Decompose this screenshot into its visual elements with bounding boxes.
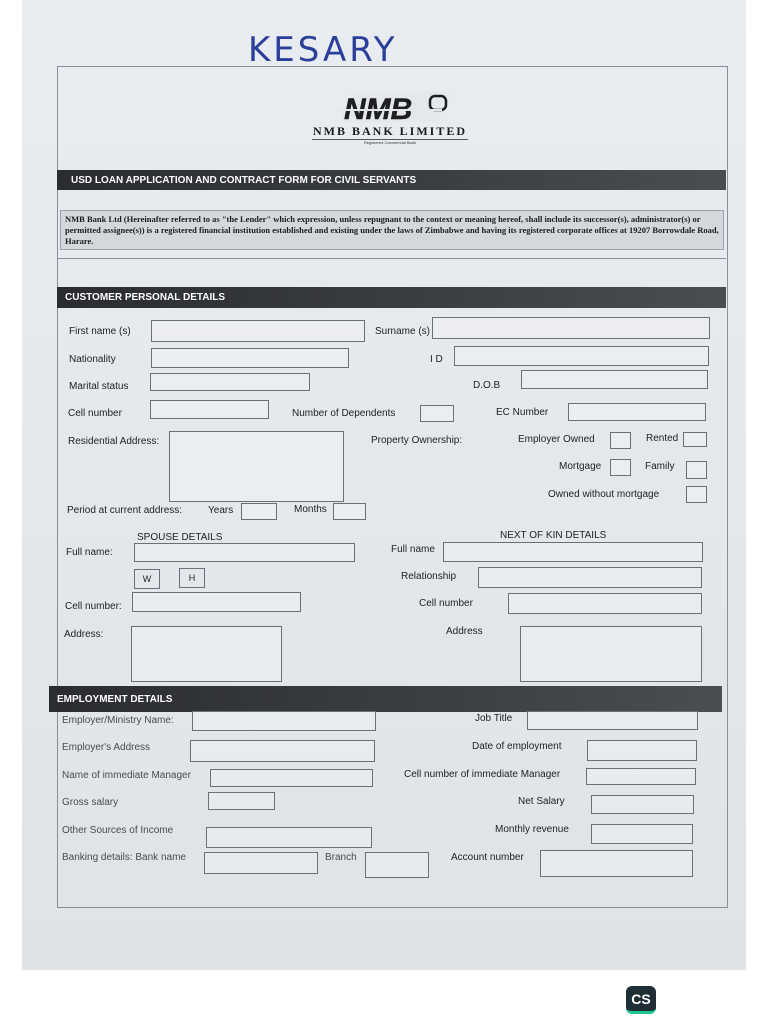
manager-cell-label: Cell number of immediate Manager — [404, 769, 561, 780]
monthly-revenue-label: Monthly revenue — [495, 824, 569, 835]
manager-cell-field[interactable] — [586, 768, 696, 785]
job-title-label: Job Title — [475, 713, 513, 724]
badge-label: CS — [631, 990, 651, 1007]
bank-name: NMB BANK LIMITED — [312, 124, 467, 138]
employer-address-label: Employer's Address — [62, 742, 151, 753]
residential-address-field[interactable] — [169, 431, 344, 502]
form-title-bar — [57, 170, 726, 190]
kin-address-label: Address — [446, 626, 483, 637]
bank-subtitle: Registered Commercial Bank — [363, 140, 417, 145]
date-of-employment-field[interactable] — [587, 740, 697, 761]
spouse-heading: SPOUSE DETAILS — [137, 532, 223, 543]
ec-number-field[interactable] — [568, 403, 706, 421]
husband-checkbox[interactable]: H — [179, 568, 205, 588]
next-of-kin-heading: NEXT OF KIN DETAILS — [500, 530, 607, 541]
branch-label: Branch — [325, 852, 357, 863]
first-name-label: First name (s) — [69, 326, 131, 337]
manager-name-field[interactable] — [210, 769, 373, 787]
owned-without-mortgage-checkbox[interactable] — [686, 486, 707, 503]
other-income-field[interactable] — [206, 827, 372, 848]
account-number-field[interactable] — [540, 850, 693, 877]
svg-text:NMB: NMB — [344, 93, 413, 126]
relationship-field[interactable] — [478, 567, 702, 588]
cell-number-field[interactable] — [150, 400, 269, 419]
rented-label: Rented — [646, 433, 679, 444]
dependents-label: Number of Dependents — [292, 408, 396, 419]
gross-salary-field[interactable] — [208, 792, 275, 810]
wife-checkbox[interactable]: W — [134, 569, 160, 589]
nationality-label: Nationality — [69, 354, 116, 365]
ec-number-label: EC Number — [496, 407, 549, 418]
nmb-logo — [330, 88, 455, 128]
section-bar-personal — [57, 287, 726, 308]
bank-name-label: Banking details: Bank name — [62, 852, 186, 863]
kin-address-field[interactable] — [520, 626, 702, 682]
owned-without-mortgage-label: Owned without mortgage — [548, 489, 660, 500]
employer-name-label: Employer/Ministry Name: — [62, 715, 174, 726]
handwritten-name: KESARY — [248, 30, 398, 70]
date-of-employment-label: Date of employment — [472, 741, 562, 752]
kin-full-name-field[interactable] — [443, 542, 703, 562]
employer-name-field[interactable] — [192, 711, 376, 731]
net-salary-field[interactable] — [591, 795, 694, 814]
job-title-field[interactable] — [527, 711, 698, 730]
mortgage-label: Mortgage — [559, 461, 602, 472]
spouse-full-name-label: Full name: — [66, 547, 113, 558]
residential-address-label: Residential Address: — [68, 436, 160, 447]
spouse-full-name-field[interactable] — [134, 543, 355, 562]
relationship-label: Relationship — [401, 571, 457, 582]
id-field[interactable] — [454, 346, 709, 366]
camscanner-badge — [626, 986, 656, 1014]
first-name-field[interactable] — [151, 320, 365, 342]
surname-label: Surname (s) — [375, 326, 431, 337]
spouse-cell-label: Cell number: — [65, 601, 122, 612]
marital-status-field[interactable] — [150, 373, 310, 391]
form-title: USD LOAN APPLICATION AND CONTRACT FORM FOR CIVIL SERVANTS — [71, 174, 417, 186]
section-heading: EMPLOYMENT DETAILS — [57, 693, 173, 705]
employer-address-field[interactable] — [190, 740, 375, 762]
mortgage-checkbox[interactable] — [610, 459, 631, 476]
years-label: Years — [208, 505, 234, 516]
disclaimer-text: NMB Bank Ltd (Hereinafter referred to as "the Lender" which expression, unless repugnant to the context or meaning hereof, shall include its successor(s), administrator(s) or permitted assignee(s)) is a registered financial institution established and existing under the laws of Zimbabwe and having its registered corporate offices at 19207 Borrowdale Road, Harare. — [60, 210, 724, 250]
monthly-revenue-field[interactable] — [591, 824, 693, 844]
spouse-address-label: Address: — [64, 629, 104, 640]
nationality-field[interactable] — [151, 348, 349, 368]
manager-name-label: Name of immediate Manager — [62, 770, 191, 781]
spouse-cell-field[interactable] — [132, 592, 301, 612]
dob-field[interactable] — [521, 370, 708, 389]
divider — [57, 258, 726, 259]
months-field[interactable] — [333, 503, 366, 520]
family-label: Family — [645, 461, 675, 472]
net-salary-label: Net Salary — [518, 796, 565, 807]
bank-name-field[interactable] — [204, 852, 318, 874]
section-heading: CUSTOMER PERSONAL DETAILS — [65, 292, 226, 303]
cell-number-label: Cell number — [68, 408, 122, 419]
dependents-field[interactable] — [420, 405, 454, 422]
other-income-label: Other Sources of Income — [62, 825, 174, 836]
family-checkbox[interactable] — [686, 461, 707, 479]
kin-full-name-label: Full name — [391, 544, 435, 555]
months-label: Months — [294, 504, 327, 515]
years-field[interactable] — [241, 503, 277, 520]
employer-owned-checkbox[interactable] — [610, 432, 631, 449]
branch-field[interactable] — [365, 852, 429, 878]
surname-field[interactable] — [432, 317, 710, 339]
rented-checkbox[interactable] — [683, 432, 707, 447]
employer-owned-label: Employer Owned — [518, 434, 595, 445]
marital-status-label: Marital status — [69, 381, 129, 392]
dob-label: D.O.B — [473, 380, 501, 391]
period-at-address-label: Period at current address: — [67, 505, 183, 516]
kin-cell-label: Cell number — [419, 598, 473, 609]
account-number-label: Account number — [451, 852, 524, 863]
id-label: I D — [430, 354, 443, 365]
spouse-address-field[interactable] — [131, 626, 282, 682]
gross-salary-label: Gross salary — [62, 797, 119, 808]
section-bar-employment — [49, 686, 722, 712]
kin-cell-field[interactable] — [508, 593, 702, 614]
property-ownership-label: Property Ownership: — [371, 435, 463, 446]
